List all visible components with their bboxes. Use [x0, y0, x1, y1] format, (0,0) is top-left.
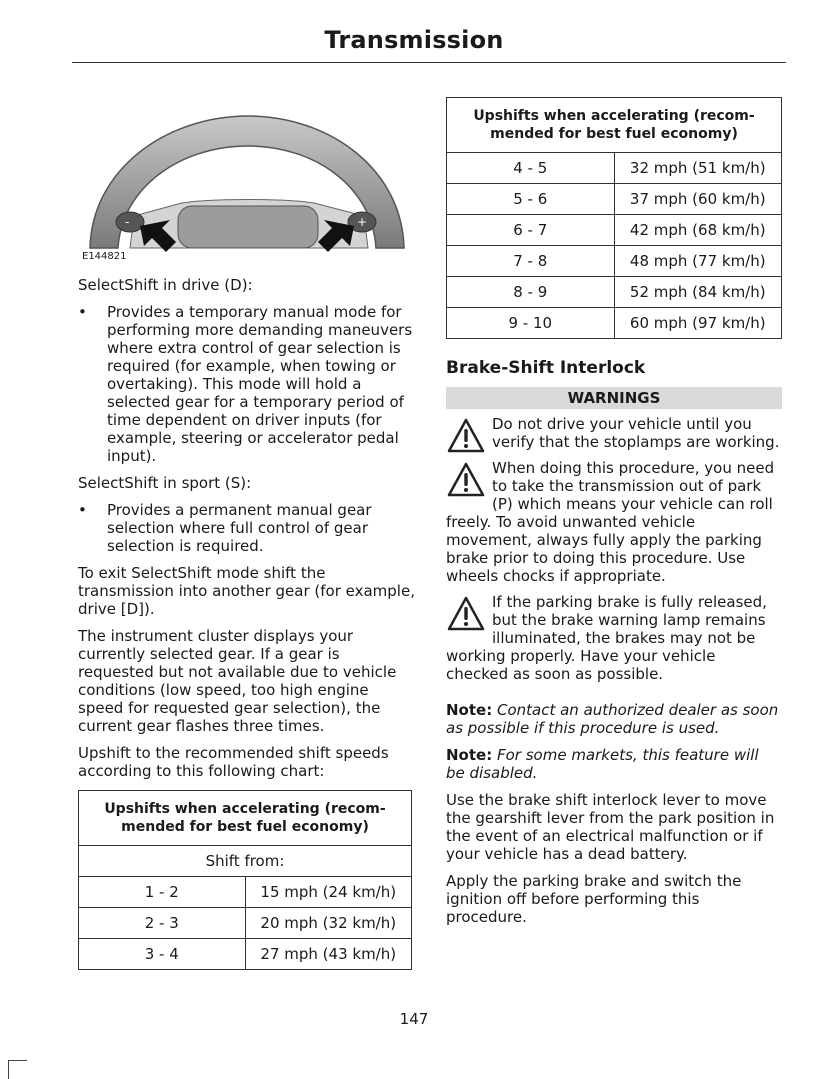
page-number: 147	[399, 1010, 429, 1028]
page-title: Transmission	[324, 26, 504, 54]
warning-item	[446, 415, 782, 451]
figure-label: E144821	[82, 251, 127, 262]
steering-wheel-figure	[78, 98, 414, 268]
speed-cell: 52 mph (84 km/h)	[614, 277, 782, 308]
speed-cell: 15 mph (24 km/h)	[245, 877, 412, 908]
table-row	[447, 184, 782, 215]
right-column	[446, 97, 782, 935]
table-row	[447, 308, 782, 339]
interlock-paragraph-1: Use the brake shift interlock lever to move the gearshift lever from the park position in the event of an electrical malfunction or if your vehicle has a dead battery.	[446, 791, 775, 863]
table-row	[447, 277, 782, 308]
table-row	[447, 215, 782, 246]
gear-cell: 1 - 2	[79, 877, 246, 908]
header-rule	[72, 62, 786, 63]
upshift-paragraph: Upshift to the recommended shift speeds according to this following chart:	[78, 744, 389, 780]
table-subheader: Shift from:	[79, 846, 412, 877]
right-shift-table	[446, 97, 782, 339]
gear-cell: 7 - 8	[447, 246, 615, 277]
list-item	[78, 501, 416, 555]
warning-triangle-icon	[446, 417, 486, 455]
note-text: Contact an authorized dealer as soon as possible if this procedure is used.	[446, 701, 779, 737]
speed-cell: 37 mph (60 km/h)	[614, 184, 782, 215]
speed-cell: 60 mph (97 km/h)	[614, 308, 782, 339]
note-2	[446, 746, 782, 782]
warning-triangle-icon	[446, 461, 486, 499]
steering-wheel-icon	[78, 98, 414, 268]
svg-text:-: -	[125, 215, 130, 229]
exit-paragraph: To exit SelectShift mode shift the transmission into another gear (for example, drive [D]).	[78, 564, 415, 618]
paddle-minus-icon	[116, 212, 144, 232]
bullet-dot: •	[78, 501, 87, 519]
gear-cell: 2 - 3	[79, 908, 246, 939]
left-shift-table	[78, 790, 412, 970]
gear-cell: 4 - 5	[447, 153, 615, 184]
list-item	[78, 303, 416, 465]
table-row	[447, 246, 782, 277]
speed-cell: 48 mph (77 km/h)	[614, 246, 782, 277]
note-label: Note:	[446, 746, 493, 764]
gear-cell: 9 - 10	[447, 308, 615, 339]
bullet-dot: •	[78, 303, 87, 321]
warning-triangle-icon	[446, 595, 486, 633]
warning-text: When doing this procedure, you need to take the transmission out of park (P) which means your vehicle can roll freely. To avoid unwanted vehicle movement, always fully apply the parking brake prior to doing this procedure. Use wheels chocks if appropriate.	[446, 459, 775, 585]
warning-text: Do not drive your vehicle until you verify that the stoplamps are working.	[492, 415, 780, 451]
left-shift-table-container	[78, 790, 412, 970]
note-label: Note:	[446, 701, 493, 719]
table-header: Upshifts when accelerating (recom-mended for best fuel economy)	[447, 98, 782, 153]
cluster-paragraph: The instrument cluster displays your currently selected gear. If a gear is requested but not available due to vehicle conditions (low speed, too high engine speed for requested gear selection), the current gear flashes three times.	[78, 627, 397, 735]
left-column	[78, 276, 416, 789]
drive-bullet-text: Provides a temporary manual mode for performing more demanding maneuvers where extra control of gear selection is required (for example, when towing or overtaking). This mode will hold a selected gear for a temporary period of time dependent on driver inputs (for example, steering or accelerator pedal input).	[107, 303, 413, 465]
corner-mark	[8, 1060, 27, 1079]
speed-cell: 20 mph (32 km/h)	[245, 908, 412, 939]
gear-cell: 8 - 9	[447, 277, 615, 308]
table-row	[79, 877, 412, 908]
warning-item	[446, 593, 782, 683]
gear-cell: 3 - 4	[79, 939, 246, 970]
gear-cell: 5 - 6	[447, 184, 615, 215]
drive-heading: SelectShift in drive (D):	[78, 276, 253, 294]
interlock-paragraph-2: Apply the parking brake and switch the ignition off before performing this procedure.	[446, 872, 742, 926]
section-title: Brake-Shift Interlock	[446, 358, 646, 378]
warning-text: If the parking brake is fully released, but the brake warning lamp remains illuminated, the brakes may not be working properly. Have your vehicle checked as soon as possible.	[446, 593, 767, 683]
table-row	[447, 153, 782, 184]
note-1	[446, 701, 782, 737]
svg-text:+: +	[357, 215, 368, 229]
table-header: Upshifts when accelerating (recom-mended for best fuel economy)	[79, 791, 412, 846]
speed-cell: 42 mph (68 km/h)	[614, 215, 782, 246]
gear-cell: 6 - 7	[447, 215, 615, 246]
warnings-heading: WARNINGS	[446, 387, 782, 409]
speed-cell: 32 mph (51 km/h)	[614, 153, 782, 184]
table-row	[79, 939, 412, 970]
warning-item	[446, 459, 782, 585]
speed-cell: 27 mph (43 km/h)	[245, 939, 412, 970]
table-row	[79, 908, 412, 939]
sport-bullet-text: Provides a permanent manual gear selection where full control of gear selection is required.	[107, 501, 372, 555]
sport-heading: SelectShift in sport (S):	[78, 474, 252, 492]
note-text: For some markets, this feature will be disabled.	[446, 746, 759, 782]
